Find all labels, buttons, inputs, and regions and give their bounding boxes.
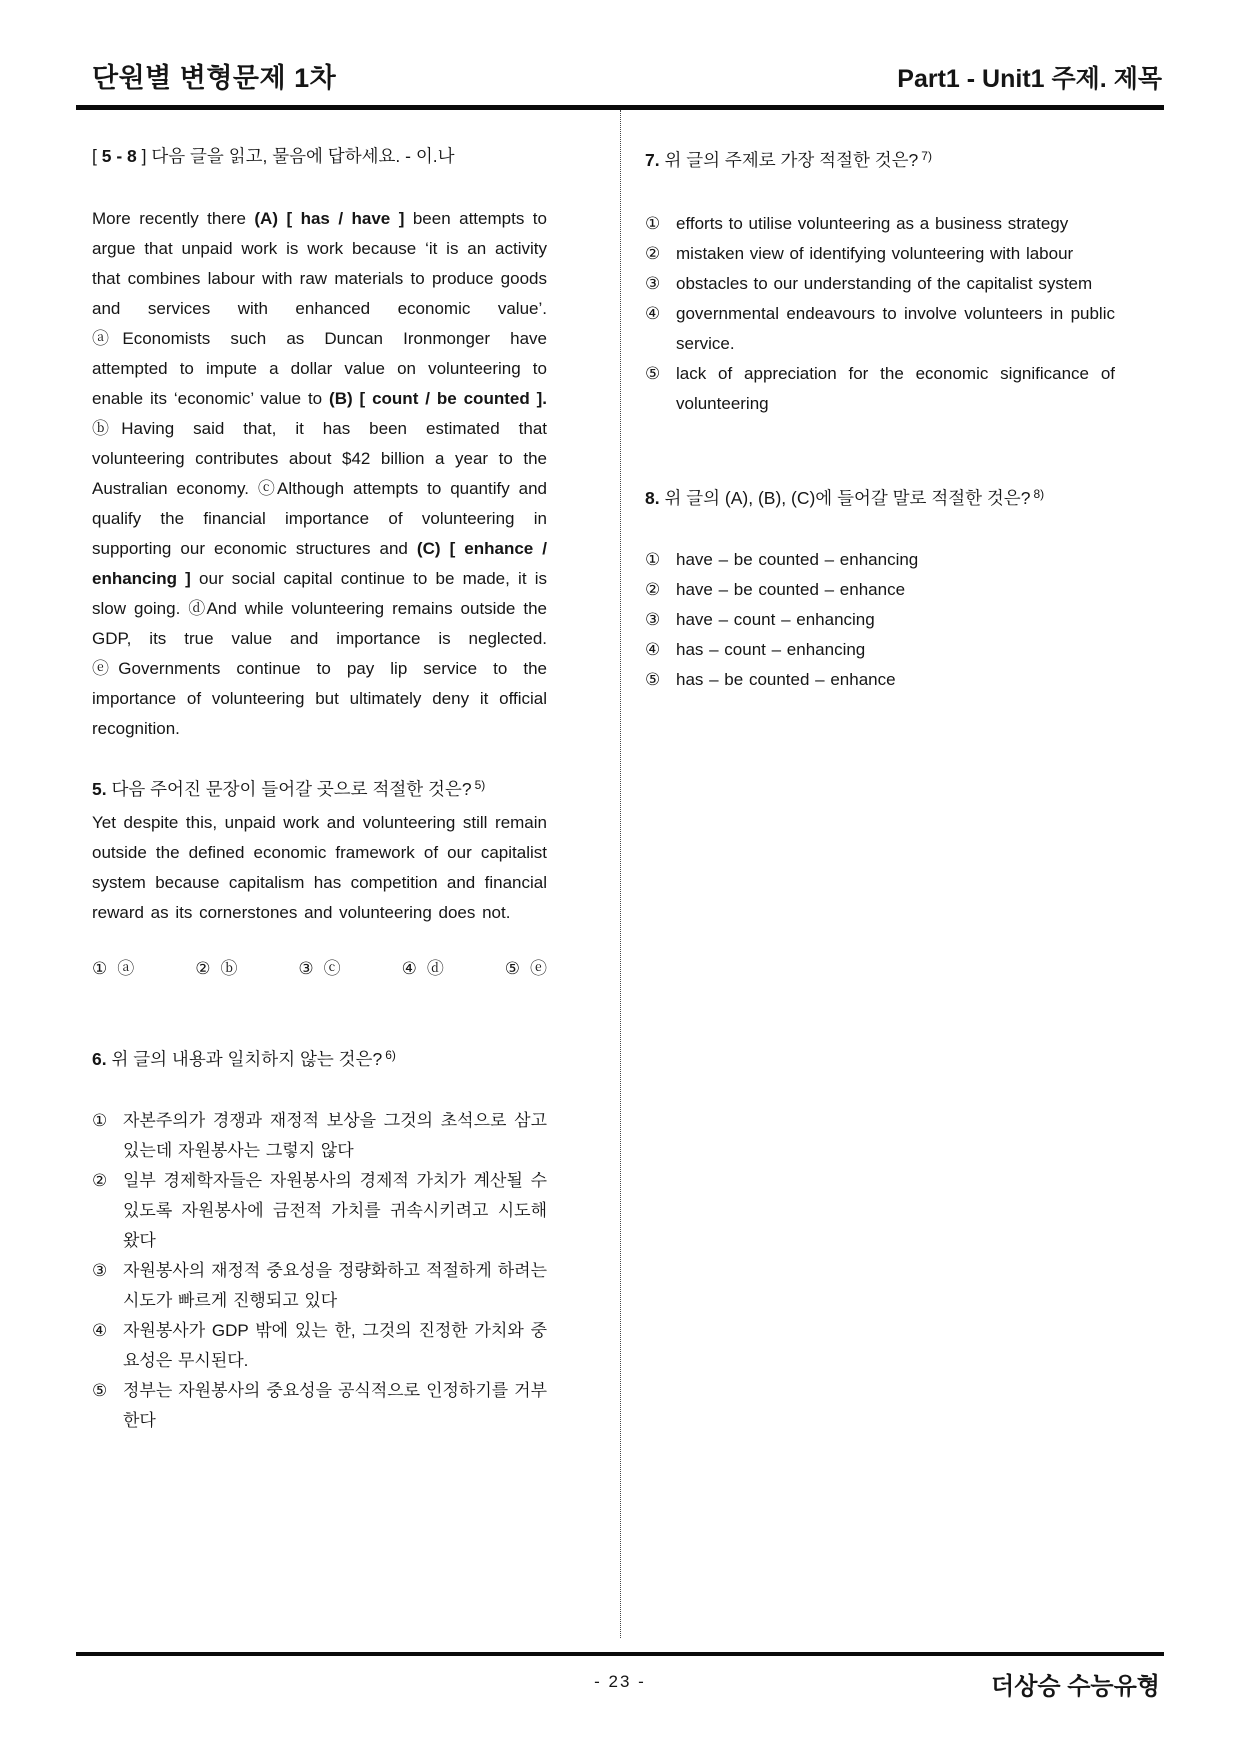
choice-marker: ⑤ [504,959,520,978]
choice-marker: ② [645,244,661,263]
choice-text: ⓓ [426,959,444,978]
choice-item [92,1376,547,1436]
choice-item [195,954,237,984]
choice-marker: ① [645,214,661,233]
choice-item [645,605,1115,635]
text-segment: ⓑHaving said that, it has been estimated that volunteering contributes about $42 billion a year to the Australian economy. ⓒAlthough attempts to quantify and qualify the financial importance of volunteering in supporting our economic structures and [92,419,547,558]
choice-item [505,954,547,984]
choice-text: has – be counted – enhance [676,670,896,689]
choice-marker: ② [645,580,661,599]
choice-text: ⓑ [220,959,238,978]
text-segment: [ [92,146,102,166]
column-divider [620,110,621,1638]
choice-item [402,954,444,984]
choice-item [645,269,1115,299]
choice-text: have – be counted – enhance [676,580,906,599]
choice-item [645,575,1115,605]
footnote-ref: 5) [474,778,486,792]
choice-text: have – count – enhancing [676,610,875,629]
reading-passage [92,204,547,744]
choice-text: 자본주의가 경쟁과 재정적 보상을 그것의 초석으로 삼고 있는데 자원봉사는 그렇지 않다 [123,1111,547,1160]
worksheet-title: 단원별 변형문제 1차 [92,63,337,93]
choice-marker: ② [195,959,211,978]
text-segment: ] 다음 글을 읽고, 물음에 답하세요. - 이.나 [136,146,455,166]
choice-item [645,545,1115,575]
choice-text: 정부는 자원봉사의 중요성을 공식적으로 인정하기를 거부한다 [123,1381,547,1430]
choice-marker: ⑤ [645,364,661,383]
choice-item [92,954,134,984]
text-segment: (A) [ has / have ] [254,209,405,228]
choice-item [645,299,1115,359]
question-number: 8. [645,488,660,508]
question-6-options [92,1106,547,1436]
choice-text: obstacles to our understanding of the capitalist system [676,274,1093,293]
question-title: 다음 주어진 문장이 들어갈 곳으로 적절한 것은? [106,779,472,799]
section-head [92,141,547,171]
footnote-ref: 7) [921,149,932,163]
two-column-layout [0,110,1240,1638]
text-segment: our social capital continue to be made, it is slow going. ⓓAnd while volunteering remains outside the GDP, its true value and importance is neglected. ⓔGovernments continue to pay lip service to the importance of volunteering but ultimately deny it official recognition. [92,569,547,738]
choice-text: 일부 경제학자들은 자원봉사의 경제적 가치가 계산될 수 있도록 자원봉사에 금전적 가치를 귀속시키려고 시도해 왔다 [123,1171,547,1250]
unit-title: Part1 - Unit1 주제. 제목 [897,65,1162,93]
left-column [92,110,547,1638]
choice-marker: ① [92,1111,108,1130]
page-header [0,0,1240,95]
text-segment: More recently there [92,209,255,228]
choice-marker: ③ [645,610,661,629]
choice-marker: ③ [298,959,314,978]
choice-item [645,359,1115,419]
question-8 [645,479,1115,695]
question-title: 위 글의 내용과 일치하지 않는 것은? [106,1049,383,1069]
question-title: 위 글의 (A), (B), (C)에 들어갈 말로 적절한 것은? [659,488,1031,508]
question-7 [645,141,1115,419]
question-number: 7. [645,150,660,170]
choice-marker: ④ [92,1321,108,1340]
choice-marker: ④ [401,959,417,978]
question-5-head [92,770,547,804]
text-segment: (C) [ enhance / enhancing ] [92,539,548,588]
question-5-options [92,954,547,984]
given-sentence: Yet despite this, unpaid work and volunteering still remain outside the defined economic framework of our capitalist system because capitalism has competition and financial reward as its cornerstones and volunteering does not. [92,813,547,922]
choice-item [92,1166,547,1256]
question-5 [92,770,547,984]
choice-item [645,635,1115,665]
choice-marker: ④ [645,640,661,659]
choice-marker: ⑤ [92,1381,108,1400]
choice-item [645,209,1115,239]
text-segment: 5 - 8 [101,146,137,166]
choice-text: has – count – enhancing [676,640,866,659]
right-column [645,110,1115,1638]
question-8-options [645,545,1115,695]
choice-item [298,954,340,984]
choice-marker: ① [92,959,108,978]
choice-marker: ② [92,1171,108,1190]
choice-marker: ⑤ [645,670,661,689]
footnote-ref: 8) [1033,487,1045,501]
choice-item [92,1256,547,1316]
choice-text: lack of appreciation for the economic significance of volunteering [676,364,1115,413]
text-segment: (B) [ count / be counted ]. [329,389,547,408]
choice-item [645,239,1115,269]
choice-text: ⓐ [117,959,135,978]
choice-text: 자원봉사가 GDP 밖에 있는 한, 그것의 진정한 가치와 중요성은 무시된다. [123,1321,547,1370]
footnote-ref: 6) [385,1048,396,1062]
choice-text: 자원봉사의 재정적 중요성을 정량화하고 적절하게 하려는 시도가 빠르게 진행되고 있다 [123,1261,547,1310]
question-6 [92,1040,547,1436]
choice-text: have – be counted – enhancing [676,550,919,569]
choice-marker: ④ [645,304,661,323]
question-title: 위 글의 주제로 가장 적절한 것은? [659,150,919,170]
choice-text: efforts to utilise volunteering as a business strategy [676,214,1069,233]
brand-name: 더상승 수능유형 [991,1673,1160,1700]
question-6-head [92,1040,547,1074]
choice-marker: ③ [645,274,661,293]
choice-text: mistaken view of identifying volunteering with labour [676,244,1074,263]
question-number: 6. [92,1049,107,1069]
choice-text: ⓔ [530,959,547,978]
choice-marker: ① [645,550,661,569]
choice-item [92,1316,547,1376]
choice-item [645,665,1115,695]
choice-item [92,1106,547,1166]
question-7-head [645,141,1115,175]
text-segment: been attempts to argue that unpaid work is work because ‘it is an activity that combines labour with raw materials to produce goods and services with enhanced economic value’. ⓐEconomists such as Duncan Ironmonger have attempted to impute a dollar value on volunteering to enable its ‘economic’ value to [92,209,547,408]
question-7-options [645,209,1115,419]
question-8-head [645,479,1115,513]
choice-text: governmental endeavours to involve volunteers in public service. [676,304,1115,353]
choice-text: ⓒ [323,959,341,978]
page-number: - 23 - [594,1672,646,1691]
question-number: 5. [92,779,107,799]
choice-marker: ③ [92,1261,108,1280]
